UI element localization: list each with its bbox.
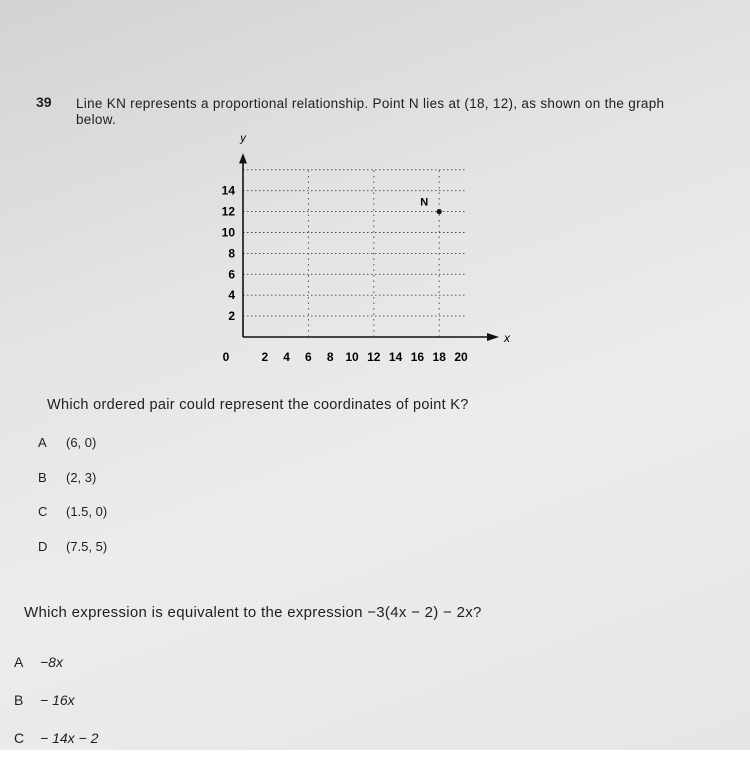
- answer-choices-40: [14, 654, 98, 768]
- question-prompt: Line KN represents a proportional relationship. Point N lies at (18, 12), as shown on the graph below.: [76, 96, 665, 127]
- choice-d[interactable]: [38, 539, 107, 574]
- y-tick-label: 2: [228, 309, 235, 324]
- choice-text: (1.5, 0): [66, 504, 108, 519]
- choice-text: (6, 0): [66, 435, 97, 450]
- choice-text: (7.5, 5): [66, 538, 108, 554]
- graph-gridlines: [243, 170, 466, 337]
- x-tick-label: 8: [326, 350, 334, 364]
- choice-text: − 14x − 2: [40, 730, 99, 746]
- choice-b[interactable]: [38, 470, 107, 505]
- graph-axes: [239, 133, 511, 345]
- y-axis-arrow: [239, 153, 247, 163]
- choice-text: − 16x: [40, 692, 75, 708]
- x-tick-label: 4: [283, 350, 290, 364]
- choice-c[interactable]: [38, 504, 107, 539]
- choice-letter: A: [14, 654, 24, 670]
- y-tick-label: 6: [228, 267, 235, 282]
- y-axis-label: y: [240, 132, 246, 145]
- x-tick-label: 10: [345, 350, 359, 364]
- choice-text: (2, 3): [66, 469, 97, 485]
- question-number: 39: [36, 94, 52, 110]
- choice-letter: B: [38, 469, 47, 485]
- x-tick-label: 20: [454, 350, 468, 364]
- question-39-text: Which ordered pair could represent the coordinates of point K?: [47, 397, 469, 413]
- choice-letter: D: [38, 538, 48, 554]
- point-n: [437, 209, 442, 214]
- choice-letter: A: [38, 435, 47, 450]
- y-tick-labels: [222, 184, 236, 323]
- y-tick-label: 8: [228, 246, 235, 261]
- choice-a[interactable]: [38, 435, 107, 470]
- choice-a[interactable]: [14, 654, 98, 692]
- x-tick-label: 16: [410, 350, 425, 364]
- x-tick-label: 12: [367, 350, 381, 364]
- choice-c[interactable]: [14, 730, 98, 768]
- question-40-text: Which expression is equivalent to the expression −3(4x − 2) − 2x?: [24, 604, 482, 621]
- point-n-label: N: [420, 196, 429, 209]
- answer-choices-39: [38, 435, 107, 573]
- choice-b[interactable]: [14, 692, 98, 730]
- choice-text: −8x: [40, 654, 63, 670]
- x-tick-label: 18: [432, 350, 446, 364]
- x-axis-arrow: [487, 333, 499, 341]
- x-tick-label: 14: [388, 350, 403, 364]
- x-axis-label: x: [504, 331, 510, 345]
- choice-letter: C: [14, 730, 25, 746]
- x-tick-labels: [223, 350, 468, 364]
- y-tick-label: 14: [221, 183, 235, 198]
- x-tick-label: 6: [305, 350, 312, 364]
- x-tick-label: 2: [261, 350, 269, 364]
- choice-letter: B: [14, 692, 24, 708]
- choice-letter: C: [38, 504, 48, 519]
- y-tick-label: 10: [221, 225, 235, 240]
- y-tick-label: 12: [221, 204, 235, 219]
- x-tick-label: 0: [222, 350, 230, 364]
- y-tick-label: 4: [228, 288, 235, 303]
